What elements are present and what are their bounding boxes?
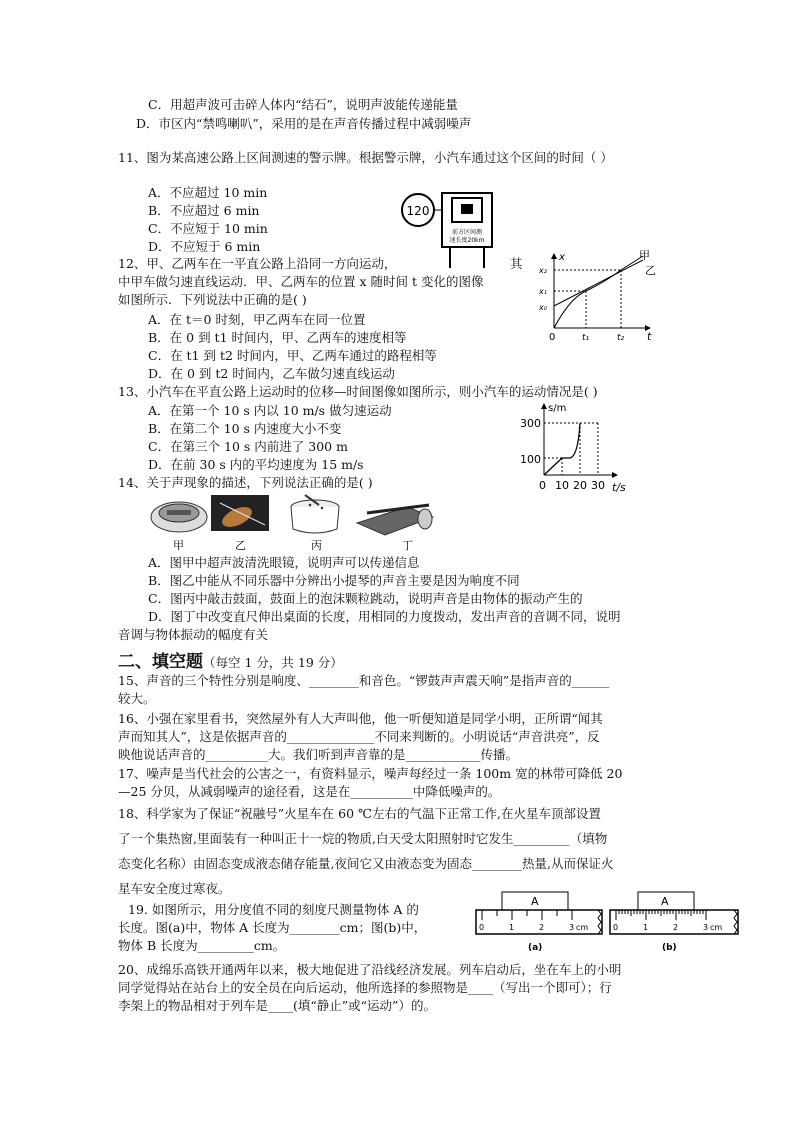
ruler-a-tick-2: 2: [539, 923, 545, 932]
tick-0: 0: [539, 479, 546, 492]
tick-20: 20: [573, 479, 587, 492]
ruler-b: [610, 892, 738, 952]
q19-rulers-figure: [472, 890, 742, 952]
ruler-on-table-icon: [357, 505, 433, 535]
yi-label: 乙: [645, 264, 656, 277]
section-title: 二、填空题: [118, 652, 203, 672]
ruler-a-unit: cm: [576, 923, 589, 932]
drum-icon: [291, 495, 339, 533]
q20-line1: 20、成绵乐高铁开通两年以来，极大地促进了沿线经济发展。列车启动后，坐在车上的小明: [118, 962, 622, 977]
t2-label: t₂: [617, 333, 625, 343]
tick-30: 30: [591, 479, 605, 492]
q13-stem: 13、小汽车在平直公路上运动时的位移—时间图像如图所示，则小汽车的运动情况是( ): [118, 384, 598, 399]
q17-line1: 17、噪声是当代社会的公害之一，有资料显示，噪声每经过一条 100m 宽的林带可降低 20: [118, 766, 623, 781]
tick-300: 300: [520, 417, 541, 430]
q14-option-d-line1: D．图丁中改变直尺伸出桌面的长度，用相同的力度拨动，发出声音的音调不同，说明: [148, 609, 621, 624]
ruler-b-unit: cm: [710, 923, 723, 932]
t-axis-label: t: [647, 330, 652, 343]
ruler-a: [476, 892, 602, 952]
speed-limit-label: 120: [406, 204, 430, 218]
origin-label: 0: [549, 332, 556, 343]
ruler-a-tick-1: 1: [509, 923, 515, 932]
x0-label: x₀: [539, 303, 547, 312]
q10-option-c: C．用超声波可击碎人体内“结石”，说明声波能传递能量: [148, 97, 458, 112]
q12-option-d: D．在 0 到 t2 时间内，乙车做匀速直线运动: [148, 366, 395, 381]
block-b-label: A: [661, 895, 669, 908]
caption-jia: 甲: [173, 539, 184, 552]
q13-option-c: C．在第三个 10 s 内前进了 300 m: [148, 439, 348, 454]
x1-label: x₁: [539, 287, 547, 296]
q12-option-b: B．在 0 到 t1 时间内，甲、乙两车的速度相等: [148, 330, 407, 345]
q13-option-a: A．在第一个 10 s 内以 10 m/s 做匀速运动: [148, 403, 392, 418]
q11-option-d: D．不应短于 6 min: [148, 239, 261, 254]
ruler-b-tick-0: 0: [613, 923, 619, 932]
speed-sign-figure: [398, 190, 498, 270]
q11-option-b: B．不应超过 6 min: [148, 203, 260, 218]
q12-option-a: A．在 t＝0 时刻，甲乙两车在同一位置: [148, 312, 366, 327]
q12-stem-line1-end: 其: [510, 256, 523, 271]
s-axis-label: s/m: [548, 403, 567, 414]
jia-label: 甲: [639, 249, 650, 262]
q13-option-b: B．在第二个 10 s 内速度大小不变: [148, 421, 342, 436]
q18-line1: 18、科学家为了保证“祝融号”火星车在 60 ℃左右的气温下正常工作,在火星车顶部设置: [118, 806, 601, 821]
q12-stem-line1: 12、甲、乙两车在一平直公路上沿同一方向运动，: [118, 256, 397, 271]
q15-line1: 15、声音的三个特性分别是响度、________和音色。“锣鼓声声震天响”是指声音的______: [118, 673, 610, 688]
block-a-label: A: [531, 895, 539, 908]
sign-text-line2: 速长度20km: [449, 237, 485, 244]
q11-option-a: A．不应超过 10 min: [148, 185, 268, 200]
q12-position-time-graph: [535, 246, 665, 346]
ruler-b-tick-1: 1: [643, 923, 649, 932]
q17-line2: —25 分贝，从减弱噪声的途径看，这是在__________中降低噪声的。: [118, 784, 501, 799]
caption-b: (b): [662, 943, 677, 952]
sign-text-line1: 前方区间测: [451, 229, 483, 236]
jia-line: [554, 260, 643, 306]
q19-line3: 物体 B 长度为_________cm。: [118, 938, 286, 953]
violin-icon: [211, 495, 269, 531]
q18-line2: 了一个集热窗,里面装有一种叫正十一烷的物质,白天受太阳照射时它发生_________（填物: [118, 831, 608, 846]
q14-option-d-line2: 音调与物体振动的幅度有关: [118, 627, 269, 642]
q20-line2: 同学觉得站在站台上的安全员在向后运动，他所选择的参照物是____（写出一个即可）；行: [118, 980, 612, 995]
q20-line3: 李架上的物品相对于列车是____(填“静止”或“运动”）的。: [118, 998, 436, 1013]
caption-a: (a): [528, 943, 543, 952]
q19-line1: 19. 如图所示，用分度值不同的刻度尺测量物体 A 的: [128, 902, 419, 917]
x2-label: x₂: [539, 266, 547, 275]
q13-option-d: D．在前 30 s 内的平均速度为 15 m/s: [148, 457, 364, 472]
q10-option-d: D．市区内“禁鸣喇叭”，采用的是在声音传播过程中减弱噪声: [136, 116, 472, 131]
q14-option-c: C．图丙中敲击鼓面，鼓面上的泡沫颗粒跳动，说明声音是由物体的振动产生的: [148, 591, 583, 606]
camera-icon: [461, 204, 473, 214]
t-axis-label: t/s: [612, 481, 626, 493]
t1-label: t₁: [582, 333, 590, 343]
ultrasonic-cleaner-icon: [151, 502, 207, 532]
ruler-a-tick-0: 0: [479, 923, 485, 932]
q11-stem: 11、图为某高速公路上区间测速的警示牌。根据警示牌，小汽车通过这个区间的时间（ ）: [118, 150, 613, 165]
ruler-b-tick-2: 2: [673, 923, 679, 932]
q14-option-a: A．图甲中超声波清洗眼镜，说明声可以传递信息: [148, 555, 420, 570]
q11-option-c: C．不应短于 10 min: [148, 221, 268, 236]
section-heading: [118, 647, 343, 672]
q13-displacement-time-graph: [512, 398, 637, 493]
q18-line3: 态变化名称）由固态变成液态储存能量,夜间它又由液态变为固态________热量,从而保证火: [118, 856, 614, 871]
q19-line2: 长度。图(a)中，物体 A 长度为________cm；图(b)中，: [118, 920, 427, 935]
q12-stem-line2: 中甲车做匀速直线运动．甲、乙两车的位置 x 随时间 t 变化的图像: [118, 274, 484, 289]
ruler-b-tick-3: 3: [703, 923, 709, 932]
q14-stem: 14、关于声现象的描述，下列说法正确的是( ): [118, 475, 373, 490]
caption-ding: 丁: [402, 539, 413, 552]
q16-line3: 映他说话声音的__________大。我们听到声音靠的是____________传播。: [118, 747, 519, 762]
tick-10: 10: [555, 479, 569, 492]
q18-line4: 星车安全度过寒夜。: [118, 881, 231, 896]
q12-option-c: C．在 t1 到 t2 时间内，甲、乙两车通过的路程相等: [148, 348, 437, 363]
q16-line2: 声而知其人”，这是依据声音的______________不同来判断的。小明说话“声音洪亮”，反: [118, 729, 600, 744]
caption-bing: 丙: [311, 539, 322, 552]
q12-stem-line3: 如图所示．下列说法中正确的是( ): [118, 292, 307, 307]
q14-option-b: B．图乙中能从不同乐器中分辨出小提琴的声音主要是因为响度不同: [148, 573, 520, 588]
x-axis-label: x: [559, 252, 565, 263]
q15-line2: 较大。: [118, 691, 156, 706]
ruler-a-tick-3: 3: [569, 923, 575, 932]
q16-line1: 16、小强在家里看书，突然屋外有人大声叫他，他一听便知道是同学小明，正所谓“闻其: [118, 711, 603, 726]
caption-yi: 乙: [235, 539, 246, 552]
section-subtitle: （每空 1 分，共 19 分）: [203, 655, 343, 670]
tick-100: 100: [520, 453, 541, 466]
q14-pictures: [145, 493, 445, 553]
